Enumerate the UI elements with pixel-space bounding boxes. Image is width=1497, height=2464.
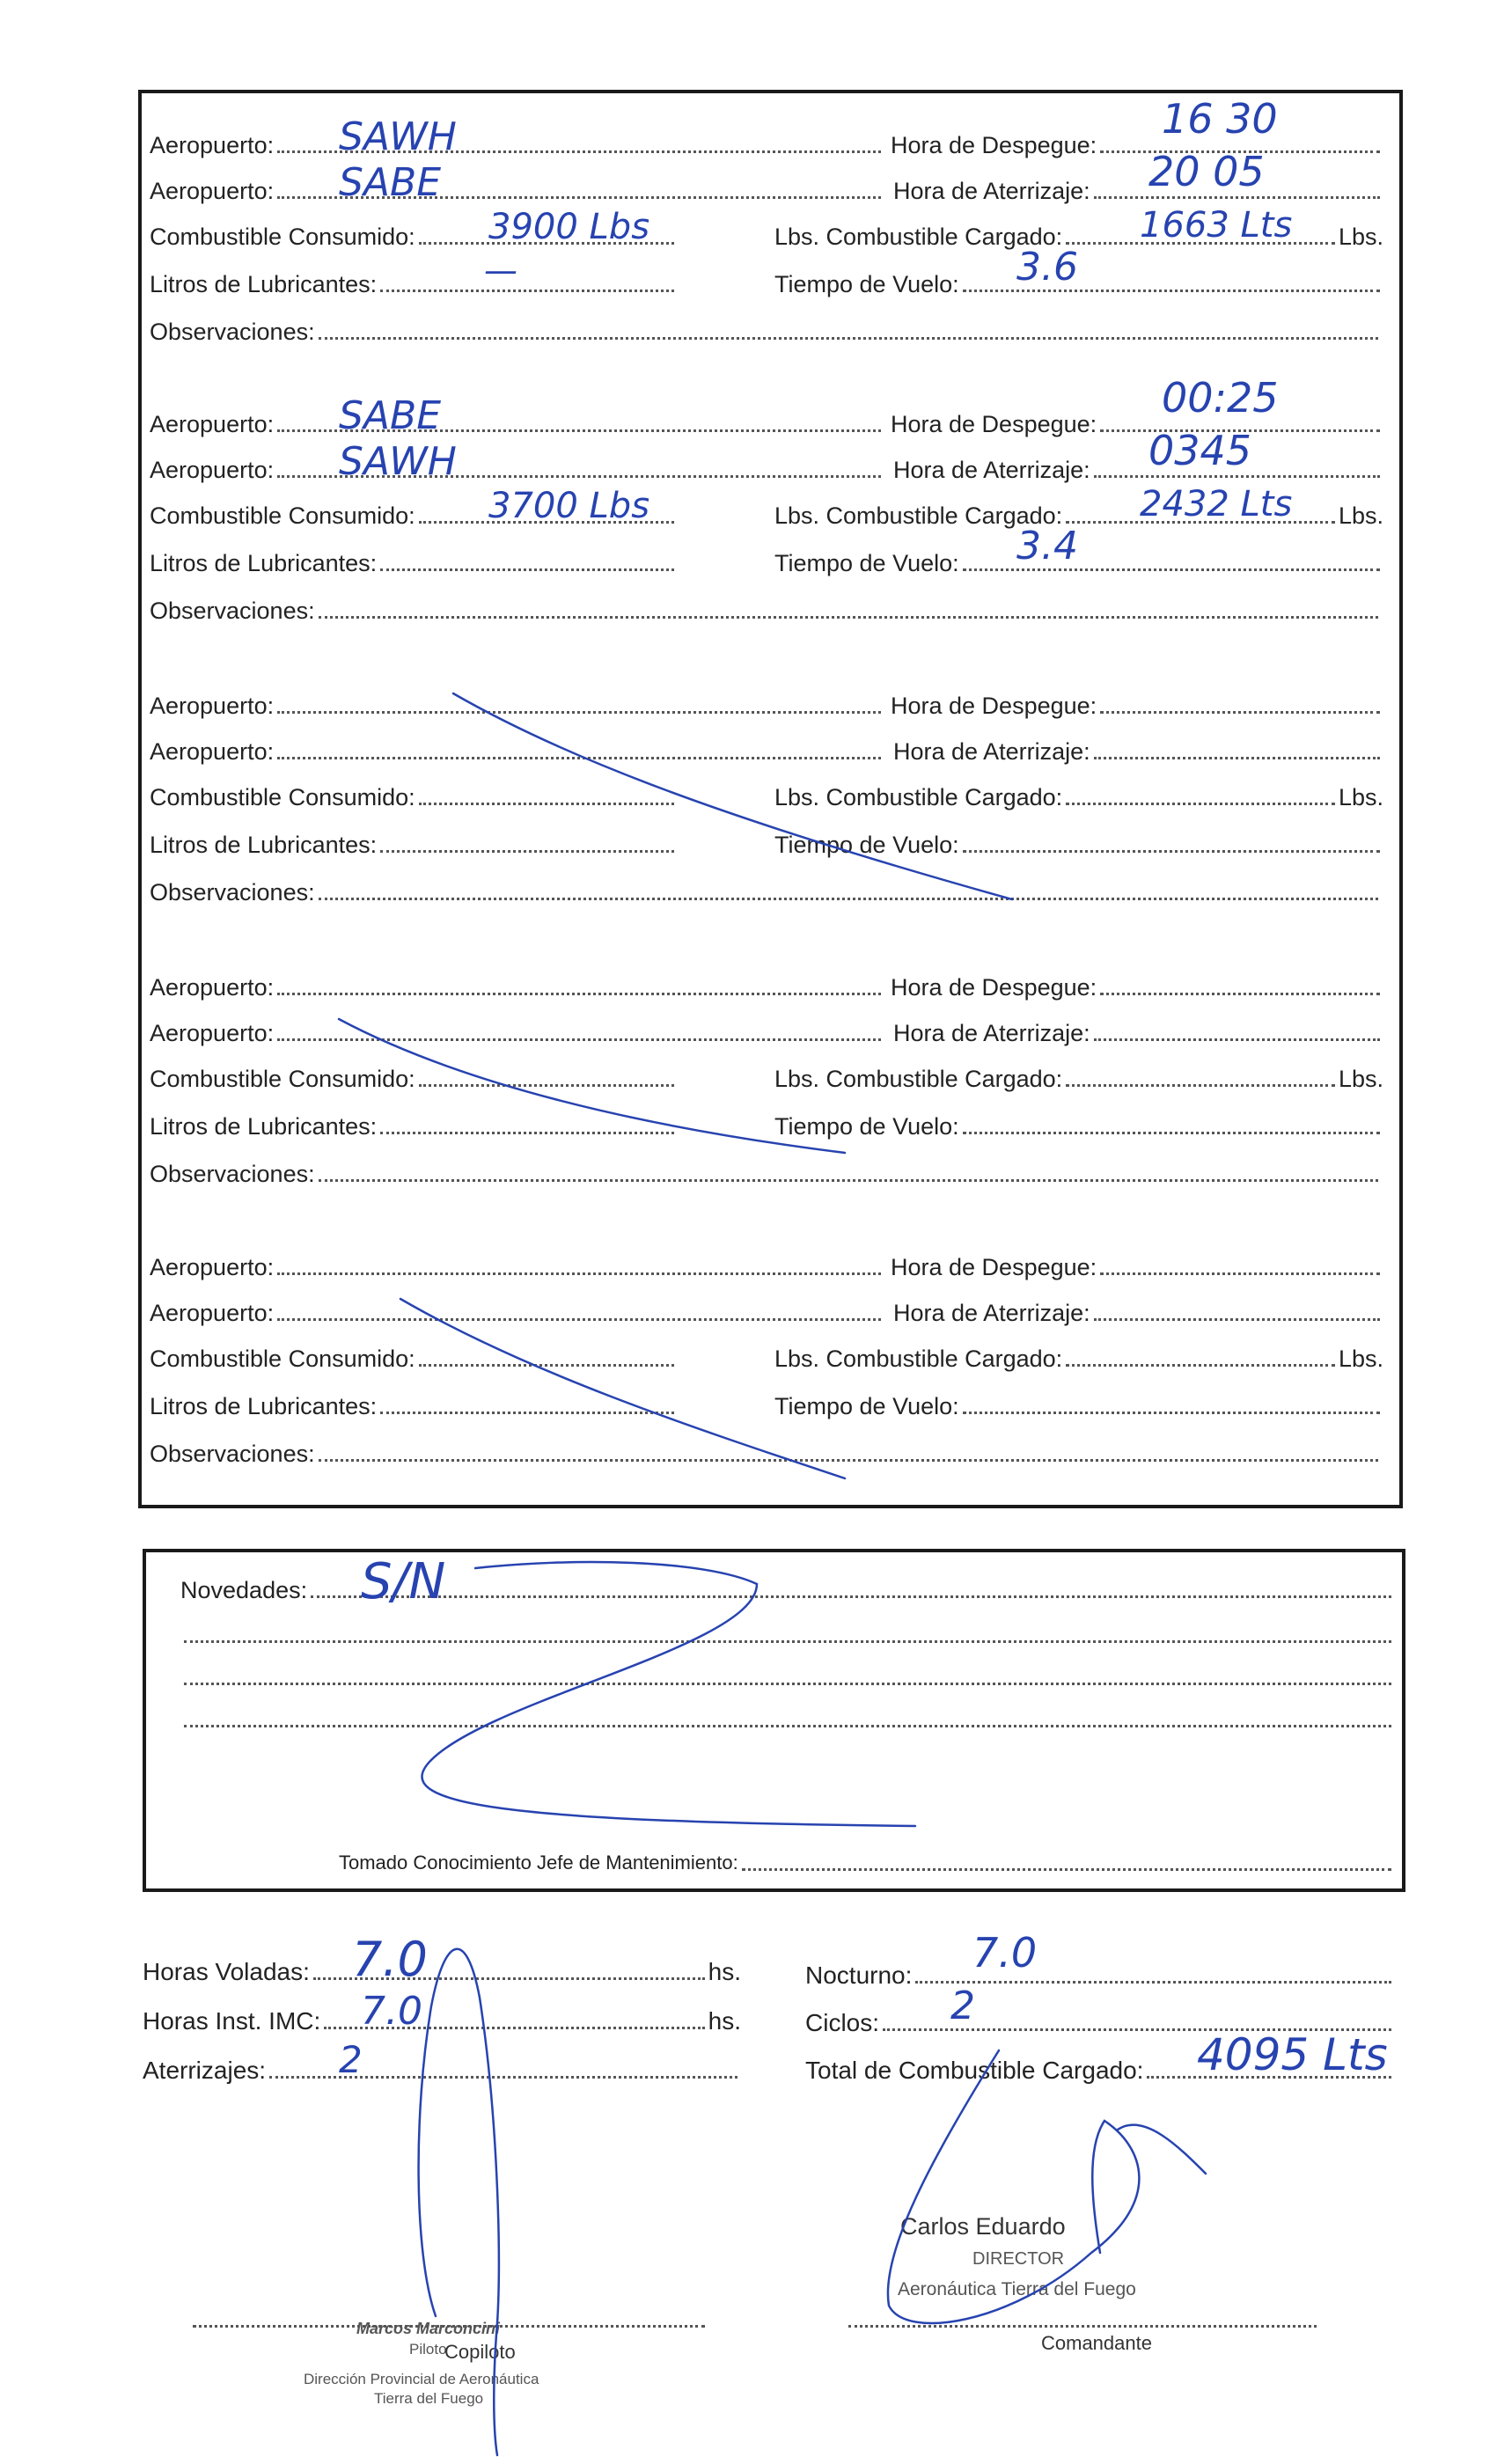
nocturno-label: Nocturno:: [805, 1962, 913, 1989]
nocturno-row: [805, 1961, 1395, 1991]
comandante-label: Comandante: [1041, 2332, 1152, 2354]
litros-lubricantes-row: [150, 830, 678, 860]
aeropuerto-label: Aeropuerto:: [150, 974, 275, 1001]
aeropuerto-label: Aeropuerto:: [150, 132, 275, 158]
aterrizajes-label: Aterrizajes:: [143, 2057, 267, 2084]
aeropuerto-value: SAWH: [339, 114, 457, 159]
combustible-consumido-label: Combustible Consumido:: [150, 224, 415, 250]
hora-despegue-row: [891, 409, 1383, 439]
hora-aterrizaje-value: 0345: [1148, 427, 1252, 474]
tiempo-vuelo-label: Tiempo de Vuelo:: [774, 271, 959, 297]
observaciones-row: [150, 596, 1382, 626]
litros-lubricantes-row: [150, 1391, 678, 1421]
lbs-combustible-cargado-label: Lbs. Combustible Cargado:: [774, 1346, 1063, 1372]
aeropuerto-row: [150, 972, 884, 1002]
lbs-combustible-cargado-row: [774, 782, 1383, 812]
combustible-consumido-label: Combustible Consumido:: [150, 1066, 415, 1092]
aeropuerto-value: SAWH: [339, 439, 457, 484]
ciclos-value: 2: [950, 1984, 975, 2028]
copiloto-label: Copiloto: [444, 2341, 516, 2363]
observaciones-label: Observaciones:: [150, 1441, 315, 1467]
hs-suffix: hs.: [708, 2007, 741, 2035]
aterrizajes-value: 2: [339, 2038, 363, 2081]
litros-lubricantes-value: —: [484, 251, 517, 290]
lbs-combustible-cargado-label: Lbs. Combustible Cargado:: [774, 502, 1063, 529]
copiloto-stamp-name: Marcos Marconcini: [356, 2320, 501, 2337]
observaciones-label: Observaciones:: [150, 319, 315, 345]
hora-aterrizaje-row: [893, 737, 1383, 766]
hora-aterrizaje-label: Hora de Aterrizaje:: [893, 1020, 1090, 1046]
hora-aterrizaje-row: [893, 1018, 1383, 1048]
aeropuerto-label: Aeropuerto:: [150, 178, 275, 204]
hora-aterrizaje-row: [893, 176, 1383, 206]
tiempo-vuelo-row: [774, 1391, 1383, 1421]
tiempo-vuelo-label: Tiempo de Vuelo:: [774, 1113, 959, 1140]
litros-lubricantes-label: Litros de Lubricantes:: [150, 832, 378, 858]
lbs-suffix: Lbs.: [1338, 1066, 1383, 1092]
combustible-consumido-label: Combustible Consumido:: [150, 1346, 415, 1372]
horas-voladas-row: [143, 1957, 741, 1987]
lbs-combustible-cargado-value: 2432 Lts: [1140, 484, 1293, 524]
aeropuerto-label: Aeropuerto:: [150, 1300, 275, 1326]
hora-despegue-value: 00:25: [1162, 374, 1279, 422]
lbs-combustible-cargado-row: [774, 1064, 1383, 1094]
hora-despegue-label: Hora de Despegue:: [891, 693, 1097, 719]
combustible-consumido-row: [150, 1344, 678, 1374]
tiempo-vuelo-row: [774, 269, 1383, 299]
aeropuerto-label: Aeropuerto:: [150, 1254, 275, 1280]
aeropuerto-row: [150, 1018, 884, 1048]
tiempo-vuelo-label: Tiempo de Vuelo:: [774, 832, 959, 858]
observaciones-row: [150, 877, 1382, 907]
hora-despegue-label: Hora de Despegue:: [891, 132, 1097, 158]
combustible-consumido-label: Combustible Consumido:: [150, 502, 415, 529]
hora-despegue-label: Hora de Despegue:: [891, 411, 1097, 437]
aeropuerto-label: Aeropuerto:: [150, 693, 275, 719]
aeropuerto-value: SABE: [339, 160, 442, 205]
lbs-suffix: Lbs.: [1338, 502, 1383, 529]
lbs-suffix: Lbs.: [1338, 224, 1383, 250]
tiempo-vuelo-row: [774, 1111, 1383, 1141]
tiempo-vuelo-label: Tiempo de Vuelo:: [774, 550, 959, 576]
aeropuerto-label: Aeropuerto:: [150, 738, 275, 765]
lbs-combustible-cargado-label: Lbs. Combustible Cargado:: [774, 224, 1063, 250]
litros-lubricantes-label: Litros de Lubricantes:: [150, 1113, 378, 1140]
hora-despegue-row: [891, 972, 1383, 1002]
horas-inst-imc-label: Horas Inst. IMC:: [143, 2007, 321, 2035]
hora-aterrizaje-label: Hora de Aterrizaje:: [893, 738, 1090, 765]
litros-lubricantes-label: Litros de Lubricantes:: [150, 550, 378, 576]
hora-despegue-label: Hora de Despegue:: [891, 974, 1097, 1001]
hora-aterrizaje-label: Hora de Aterrizaje:: [893, 457, 1090, 483]
horas-voladas-value: 7.0: [352, 1932, 428, 1987]
lbs-combustible-cargado-label: Lbs. Combustible Cargado:: [774, 1066, 1063, 1092]
combustible-consumido-row: [150, 1064, 678, 1094]
hora-despegue-row: [891, 1252, 1383, 1282]
hs-suffix: hs.: [708, 1958, 741, 1985]
novedades-value: S/N: [361, 1553, 446, 1610]
aeropuerto-row: [150, 409, 884, 439]
copiloto-stamp-role: Piloto: [409, 2341, 447, 2358]
litros-lubricantes-row: [150, 548, 678, 578]
observaciones-label: Observaciones:: [150, 598, 315, 624]
observaciones-row: [150, 317, 1382, 347]
hora-aterrizaje-value: 20 05: [1148, 148, 1265, 195]
horas-inst-imc-value: 7.0: [361, 1989, 422, 2034]
hora-aterrizaje-row: [893, 1298, 1383, 1328]
litros-lubricantes-label: Litros de Lubricantes:: [150, 271, 378, 297]
hora-despegue-value: 16 30: [1162, 95, 1278, 143]
lbs-combustible-cargado-value: 1663 Lts: [1140, 205, 1293, 246]
lbs-suffix: Lbs.: [1338, 1346, 1383, 1372]
tomado-conocimiento-row: [339, 1848, 1395, 1878]
tiempo-vuelo-label: Tiempo de Vuelo:: [774, 1393, 959, 1419]
ciclos-label: Ciclos:: [805, 2009, 880, 2036]
hora-despegue-row: [891, 691, 1383, 721]
horas-inst-imc-row: [143, 2006, 741, 2036]
total-combustible-label: Total de Combustible Cargado:: [805, 2057, 1144, 2084]
tiempo-vuelo-row: [774, 830, 1383, 860]
tiempo-vuelo-value: 3.4: [1016, 524, 1078, 568]
combustible-consumido-value: 3900 Lbs: [488, 207, 650, 247]
observaciones-label: Observaciones:: [150, 879, 315, 906]
aeropuerto-row: [150, 130, 884, 160]
tiempo-vuelo-row: [774, 548, 1383, 578]
copiloto-stamp-org: Dirección Provincial de Aeronáutica: [304, 2371, 539, 2387]
aeropuerto-row: [150, 1252, 884, 1282]
hora-despegue-row: [891, 130, 1383, 160]
observaciones-row: [150, 1439, 1382, 1469]
hora-despegue-label: Hora de Despegue:: [891, 1254, 1097, 1280]
aeropuerto-value: SABE: [339, 393, 442, 438]
nocturno-value: 7.0: [972, 1929, 1038, 1976]
combustible-consumido-value: 3700 Lbs: [488, 486, 650, 526]
tomado-conocimiento-label: Tomado Conocimiento Jefe de Mantenimiento:: [339, 1852, 738, 1874]
observaciones-row: [150, 1159, 1382, 1189]
aeropuerto-row: [150, 691, 884, 721]
litros-lubricantes-label: Litros de Lubricantes:: [150, 1393, 378, 1419]
total-combustible-value: 4095 Lts: [1197, 2029, 1388, 2080]
aeropuerto-row: [150, 1298, 884, 1328]
comandante-stamp-org: Aeronáutica Tierra del Fuego: [898, 2279, 1136, 2299]
hora-aterrizaje-row: [893, 455, 1383, 485]
hora-aterrizaje-label: Hora de Aterrizaje:: [893, 178, 1090, 204]
aterrizajes-row: [143, 2056, 741, 2086]
aeropuerto-label: Aeropuerto:: [150, 457, 275, 483]
combustible-consumido-row: [150, 782, 678, 812]
tiempo-vuelo-value: 3.6: [1016, 245, 1078, 290]
comandante-stamp-name: Carlos Eduardo: [900, 2213, 1066, 2240]
lbs-combustible-cargado-row: [774, 1344, 1383, 1374]
hora-aterrizaje-label: Hora de Aterrizaje:: [893, 1300, 1090, 1326]
combustible-consumido-label: Combustible Consumido:: [150, 784, 415, 810]
comandante-signature-line: [845, 2306, 1320, 2335]
novedades-label: Novedades:: [180, 1577, 308, 1603]
aeropuerto-row: [150, 176, 884, 206]
horas-voladas-label: Horas Voladas:: [143, 1958, 310, 1985]
lbs-combustible-cargado-label: Lbs. Combustible Cargado:: [774, 784, 1063, 810]
aeropuerto-row: [150, 455, 884, 485]
observaciones-label: Observaciones:: [150, 1161, 315, 1187]
copiloto-stamp-region: Tierra del Fuego: [374, 2390, 484, 2407]
aeropuerto-row: [150, 737, 884, 766]
litros-lubricantes-row: [150, 1111, 678, 1141]
comandante-stamp-role: DIRECTOR: [972, 2249, 1065, 2269]
lbs-suffix: Lbs.: [1338, 784, 1383, 810]
litros-lubricantes-row: [150, 269, 678, 299]
aeropuerto-label: Aeropuerto:: [150, 411, 275, 437]
aeropuerto-label: Aeropuerto:: [150, 1020, 275, 1046]
